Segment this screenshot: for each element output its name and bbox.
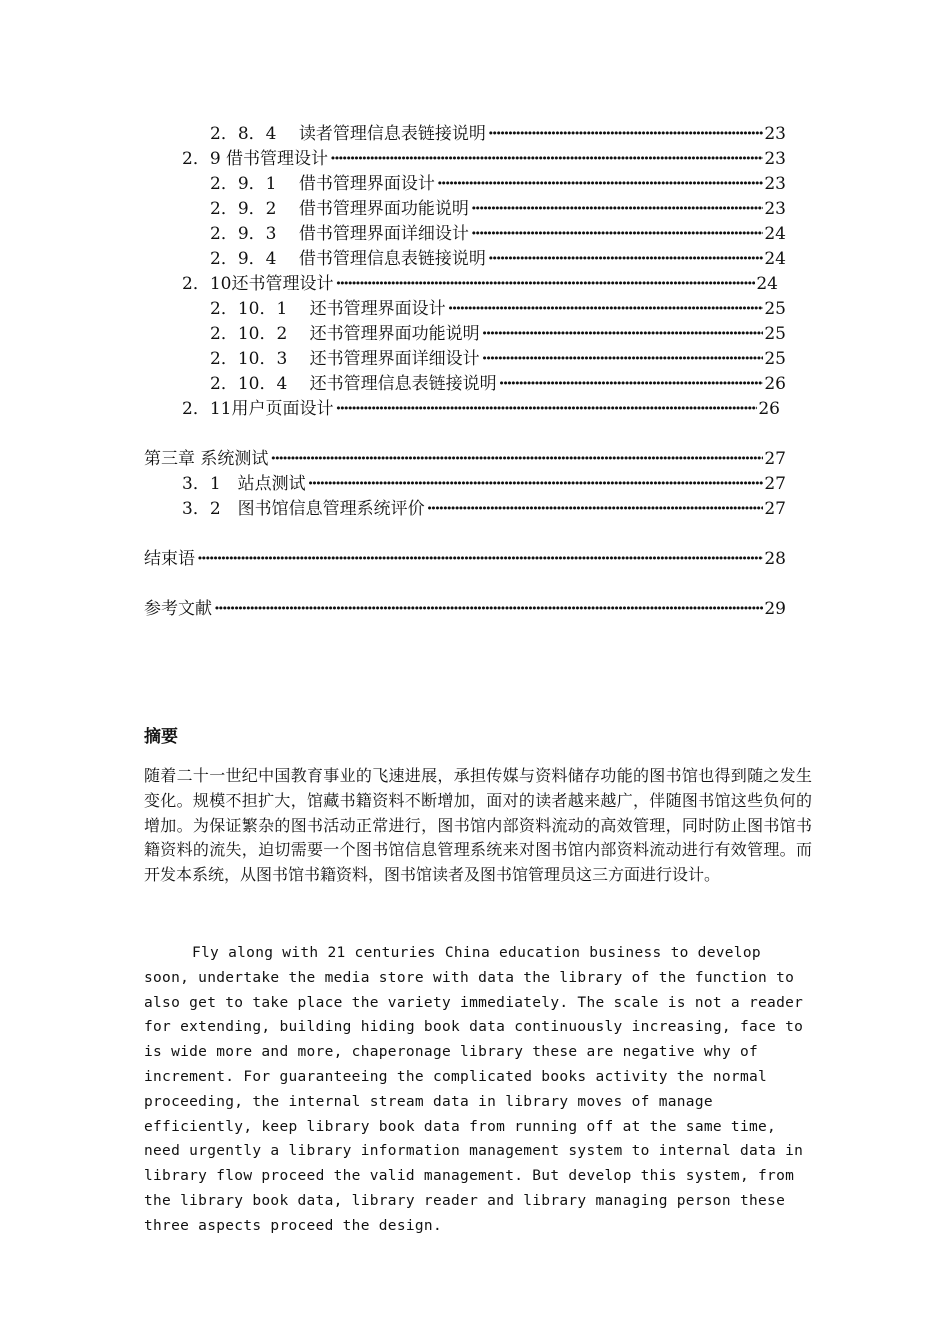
toc-leader-dots (335, 397, 757, 422)
toc-entry-label: 第三章 系统测试 (144, 449, 269, 469)
toc-entry (144, 447, 786, 472)
toc-entry-label: 2．10．3 还书管理界面详细设计 (210, 349, 480, 369)
toc-entry-page: 26 (764, 374, 786, 394)
toc-entry-label: 2．9 借书管理设计 (182, 149, 329, 169)
toc-entry (210, 347, 786, 372)
toc-entry-page: 24 (764, 249, 786, 269)
toc-entry-label: 2．10还书管理设计 (182, 274, 334, 294)
toc-entry-label: 2．8．4 读者管理信息表链接说明 (210, 124, 486, 144)
toc-entry-page: 25 (764, 324, 786, 344)
toc-entry-page: 26 (758, 399, 780, 419)
toc-entry-page: 23 (764, 199, 786, 219)
toc-entry (210, 322, 786, 347)
toc-leader-dots (499, 372, 764, 397)
toc-entry-label: 结束语 (144, 549, 195, 569)
toc-entry-label: 2．10．4 还书管理信息表链接说明 (210, 374, 497, 394)
abstract-english-paragraph: Fly along with 21 centuries China education business to develop soon, undertake the media store with data the library of the function to also get to take place the variety immediately. The scale is not a reader for extending, building hiding book data continuously increasing, face to is wide more and more, chaperonage library these are negative why of increment. For guaranteeing the complicated books activity the normal proceeding, the internal stream data in library moves of manage efficiently, keep library book data from running off at the same time, need urgently a library information management system to internal data in library flow proceed the valid management. But develop this system, from the library book data, library reader and library managing person these three aspects proceed the design. (144, 945, 804, 1234)
toc-entry-page: 23 (764, 174, 786, 194)
toc-entry (144, 547, 786, 572)
toc-entry-page: 24 (756, 274, 778, 294)
toc-entry-label: 2．9．4 借书管理信息表链接说明 (210, 249, 486, 269)
toc-leader-dots (335, 272, 755, 297)
toc-entry (182, 147, 786, 172)
toc-leader-dots (427, 497, 764, 522)
toc-entry-label: 2．9．2 借书管理界面功能说明 (210, 199, 469, 219)
toc-entry-page: 27 (764, 499, 786, 519)
toc-entry-label: 2．9．1 借书管理界面设计 (210, 174, 435, 194)
toc-entry-label: 3．2 图书馆信息管理系统评价 (182, 499, 425, 519)
toc-entry (210, 122, 786, 147)
toc-leader-dots (330, 147, 763, 172)
toc-entry (210, 372, 786, 397)
toc-entry-page: 24 (764, 224, 786, 244)
toc-entry-page: 25 (764, 299, 786, 319)
toc-entry-page: 23 (764, 149, 786, 169)
toc-entry-page: 29 (764, 599, 786, 619)
toc-entry (182, 497, 786, 522)
toc-entry-page: 27 (764, 474, 786, 494)
toc-entry-label: 2．10．1 还书管理界面设计 (210, 299, 446, 319)
toc-entry-label: 2．9．3 借书管理界面详细设计 (210, 224, 469, 244)
toc-leader-dots (437, 172, 764, 197)
toc-leader-dots (482, 347, 764, 372)
toc-leader-dots (270, 447, 763, 472)
toc-entry-label: 2．11用户页面设计 (182, 399, 334, 419)
toc-leader-dots (482, 322, 764, 347)
toc-entry-page: 25 (764, 349, 786, 369)
toc-leader-dots (488, 247, 764, 272)
abstract-chinese-paragraph: 随着二十一世纪中国教育事业的飞速进展，承担传媒与资料储存功能的图书馆也得到随之发生变化。规模不担扩大，馆藏书籍资料不断增加，面对的读者越来越广，伴随图书馆这些负何的增加。为保证繁杂的图书活动正常进行，图书馆内部资料流动的高效管理，同时防止图书馆书籍资料的流失，迫切需要一个图书馆信息管理系统来对图书馆内部资料流动进行有效管理。而开发本系统，从图书馆书籍资料，图书馆读者及图书馆管理员这三方面进行设计。 (144, 766, 812, 885)
toc-entry (182, 272, 778, 297)
toc-entry (210, 297, 786, 322)
toc-entry-page: 27 (764, 449, 786, 469)
toc-leader-dots (448, 297, 764, 322)
toc-entry (210, 172, 786, 197)
toc-entry-page: 28 (764, 549, 786, 569)
toc-entry (144, 597, 786, 622)
toc-entry-label: 2．10．2 还书管理界面功能说明 (210, 324, 480, 344)
toc-leader-dots (488, 122, 764, 147)
toc-entry (182, 472, 786, 497)
toc-leader-dots (214, 597, 763, 622)
toc-entry (210, 197, 786, 222)
toc-entry (210, 222, 786, 247)
toc-entry-label: 3．1 站点测试 (182, 474, 306, 494)
toc-leader-dots (308, 472, 764, 497)
toc-leader-dots (471, 222, 764, 247)
abstract-heading: 摘要 (144, 727, 178, 747)
toc-entry (182, 397, 780, 422)
toc-entry-label: 参考文献 (144, 599, 212, 619)
toc-entry-page: 23 (764, 124, 786, 144)
toc-entry (210, 247, 786, 272)
toc-leader-dots (471, 197, 764, 222)
toc-leader-dots (197, 547, 763, 572)
